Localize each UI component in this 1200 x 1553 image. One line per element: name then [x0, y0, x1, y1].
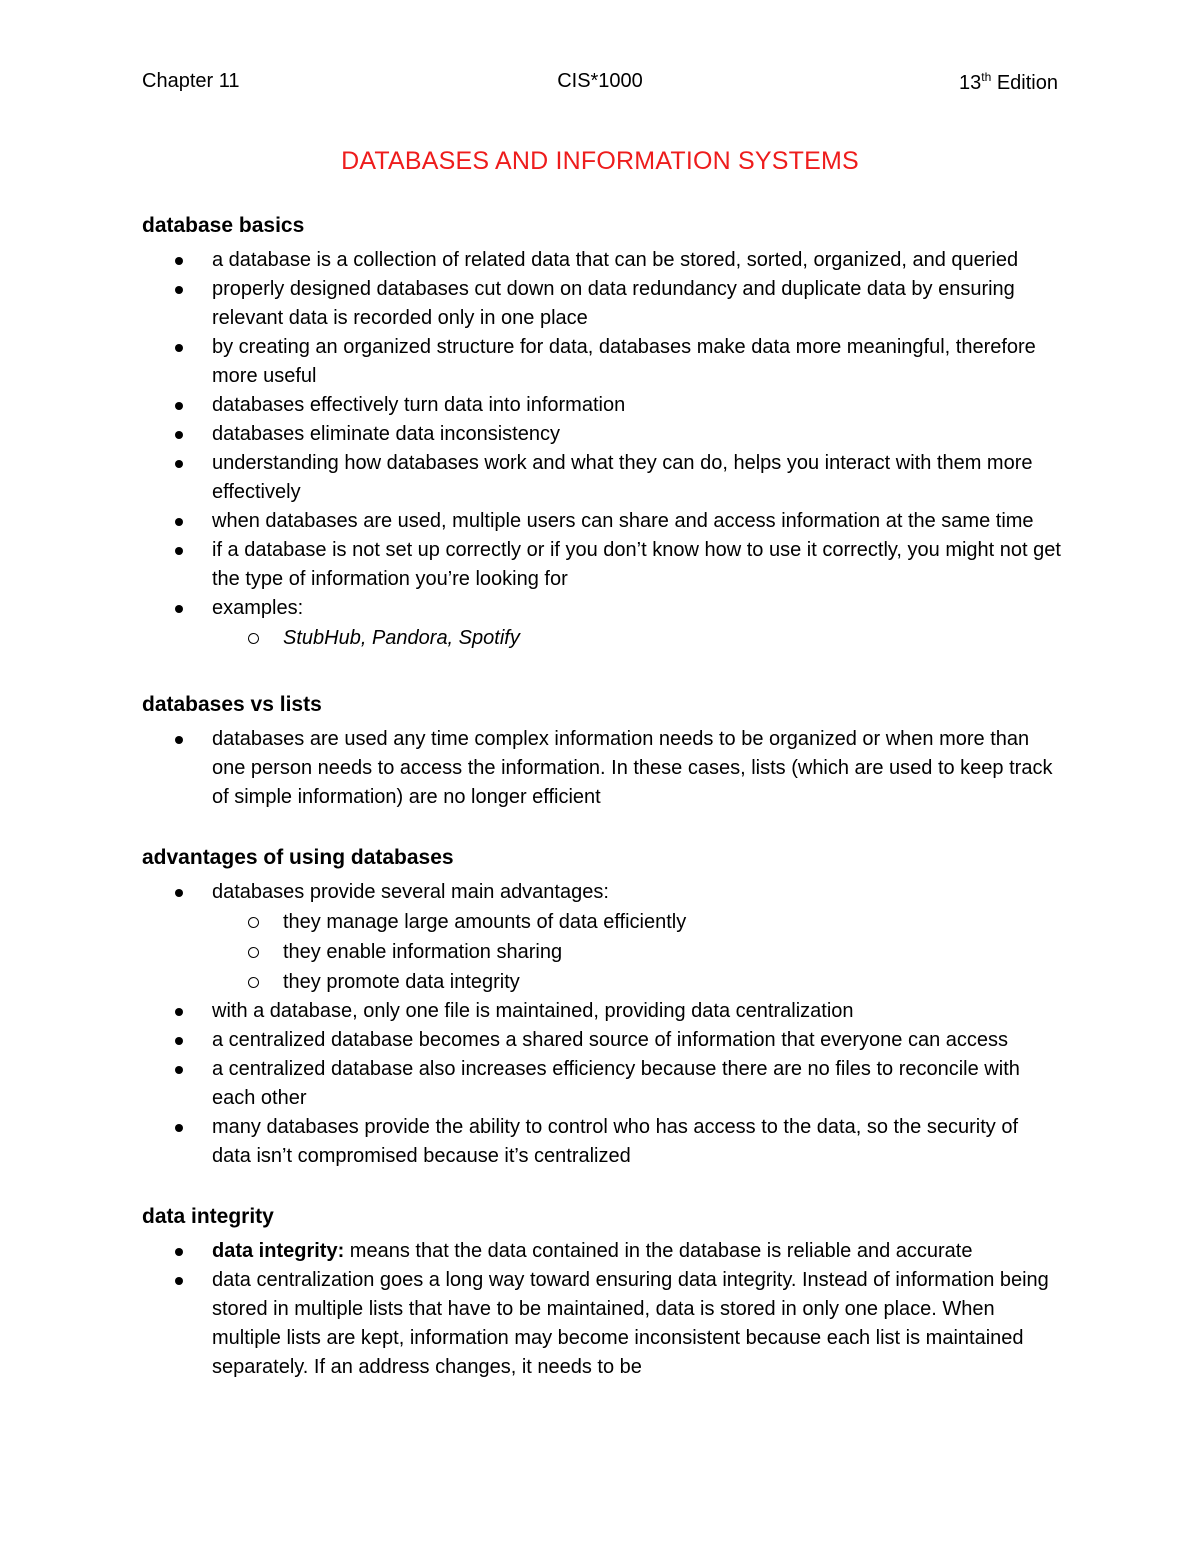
list-item: if a database is not set up correctly or if you don’t know how to use it correctly, you might not get the type of information you’re looking for: [142, 536, 1062, 594]
list-item: by creating an organized structure for data, databases make data more meaningful, therefore more useful: [142, 333, 1062, 391]
list-item: data centralization goes a long way toward ensuring data integrity. Instead of information being stored in multiple lists that have to be maintained, data is stored in only one place. When multiple lists are kept, information may become inconsistent because each list is maintained separately. If an address changes, it needs to be: [142, 1266, 1062, 1382]
bullet-list: [142, 246, 1062, 623]
list-item: examples:: [142, 594, 1062, 623]
bullet-icon: [175, 1066, 183, 1074]
bullet-icon: [175, 431, 183, 439]
sub-list: [212, 907, 1062, 997]
list-item: databases are used any time complex information needs to be organized or when more than one person needs to access the information. In these cases, lists (which are used to keep track of simple information) are no longer efficient: [142, 725, 1062, 812]
section-data-integrity: [142, 1201, 1062, 1382]
circle-bullet-icon: [248, 633, 259, 644]
circle-bullet-icon: [248, 917, 259, 928]
header-edition: 13th Edition: [959, 70, 1058, 94]
bullet-icon: [175, 402, 183, 410]
list-item: databases eliminate data inconsistency: [142, 420, 1062, 449]
circle-bullet-icon: [248, 947, 259, 958]
section-heading: advantages of using databases: [142, 846, 454, 869]
list-item: properly designed databases cut down on data redundancy and duplicate data by ensuring relevant data is recorded only in one place: [142, 275, 1062, 333]
list-item: understanding how databases work and what they can do, helps you interact with them more effectively: [142, 449, 1062, 507]
bullet-icon: [175, 605, 183, 613]
sub-list-item: they promote data integrity: [212, 967, 1062, 997]
section-advantages: [142, 842, 1062, 1171]
document-title: DATABASES AND INFORMATION SYSTEMS: [341, 147, 859, 175]
section-heading: database basics: [142, 214, 305, 237]
bullet-icon: [175, 1037, 183, 1045]
sub-list-item: they manage large amounts of data efficiently: [212, 907, 1062, 937]
bullet-icon: [175, 344, 183, 352]
bullet-list: [142, 997, 1062, 1171]
bullet-icon: [175, 286, 183, 294]
list-item: a database is a collection of related data that can be stored, sorted, organized, and queried: [142, 246, 1062, 275]
list-item: a centralized database also increases efficiency because there are no files to reconcile with each other: [142, 1055, 1062, 1113]
circle-bullet-icon: [248, 977, 259, 988]
bullet-icon: [175, 1248, 183, 1256]
list-item: a centralized database becomes a shared source of information that everyone can access: [142, 1026, 1062, 1055]
section-databases-vs-lists: [142, 689, 1062, 812]
bullet-icon: [175, 1277, 183, 1285]
bullet-icon: [175, 736, 183, 744]
section-heading: databases vs lists: [142, 693, 322, 716]
list-item: data integrity: means that the data contained in the database is reliable and accurate: [142, 1237, 1062, 1266]
bullet-icon: [175, 1008, 183, 1016]
bullet-icon: [175, 518, 183, 526]
bullet-icon: [175, 547, 183, 555]
sub-list-item: StubHub, Pandora, Spotify: [212, 623, 1062, 653]
list-item: with a database, only one file is maintained, providing data centralization: [142, 997, 1062, 1026]
bullet-list: [142, 725, 1062, 812]
header-chapter: Chapter 11: [142, 70, 240, 92]
list-item: databases provide several main advantages:: [142, 878, 1062, 907]
bullet-icon: [175, 889, 183, 897]
page-header: [142, 70, 1058, 100]
sub-list-item: they enable information sharing: [212, 937, 1062, 967]
list-item: many databases provide the ability to control who has access to the data, so the security of data isn’t compromised because it’s centralized: [142, 1113, 1062, 1171]
bullet-icon: [175, 460, 183, 468]
section-heading: data integrity: [142, 1205, 274, 1228]
bullet-icon: [175, 257, 183, 265]
header-course: CIS*1000: [557, 70, 643, 92]
document-body: [142, 210, 1062, 1406]
section-database-basics: [142, 210, 1062, 653]
list-item: when databases are used, multiple users can share and access information at the same time: [142, 507, 1062, 536]
defined-term: data integrity:: [212, 1240, 345, 1262]
sub-list: [212, 623, 1062, 653]
bullet-list: [142, 878, 1062, 907]
list-item: databases effectively turn data into information: [142, 391, 1062, 420]
bullet-icon: [175, 1124, 183, 1132]
bullet-list: [142, 1237, 1062, 1382]
